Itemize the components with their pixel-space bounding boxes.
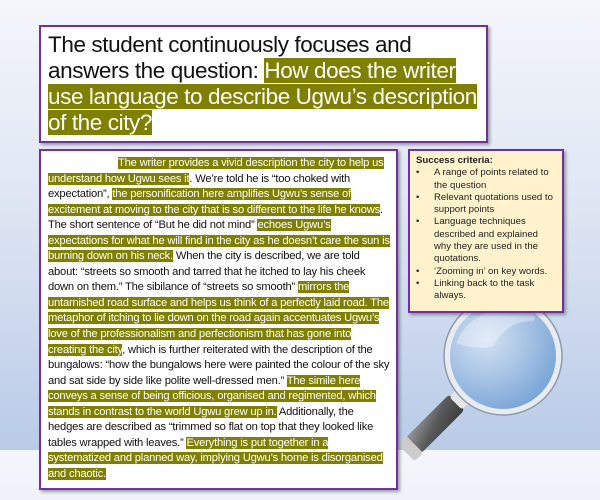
criteria-item: • Language techniques described and explained why they are used in the quotations. <box>416 216 556 265</box>
content-row <box>39 149 564 490</box>
highlighted-analysis: echoes Ugwu’s expectations for what he will find in the city as he doesn’t care the sun is burning down on his neck. <box>48 219 390 263</box>
magnifying-glass-icon <box>398 291 568 461</box>
essay-text: . The short sentence of “But he did not mind” <box>48 203 383 232</box>
highlighted-analysis: the personification here amplifies Ugwu’s sense of excitement at moving to the city that is so different to the life he knows <box>48 188 380 216</box>
essay-text: . We’re told he is “too choked with expectation”, <box>48 172 351 201</box>
essay-text: Additionally, the hedges are described as “trimmed so flat on top that they looked like tables wrapped with leaves.” <box>48 405 374 449</box>
right-column <box>408 149 564 461</box>
criteria-item: • Linking back to the task always. <box>416 278 556 303</box>
essay-text-box <box>39 149 398 490</box>
highlighted-analysis: Everything is put together in a systematized and planned way, implying Ugwu’s home is disorganised and chaotic. <box>48 436 383 480</box>
highlighted-analysis: The simile here conveys a sense of being officious, organised and regimented, which stands in contrast to the world Ugwu grew up in. <box>48 374 376 418</box>
title-question: How does the writer use language to describe Ugwu’s description of the city? <box>48 58 477 135</box>
question-title-box <box>39 25 488 143</box>
essay-text: When the city is described, we are told about: “streets so smooth and tarred that he itched to lay his cheek down on them.” The sibilance of “streets so smooth” <box>48 250 366 294</box>
criteria-heading: Success criteria: <box>416 155 493 166</box>
essay-segments <box>48 157 390 480</box>
criteria-list <box>416 167 556 302</box>
criteria-item: • A range of points related to the question <box>416 167 556 192</box>
criteria-item: • ‘Zooming in’ on key words. <box>416 266 556 278</box>
essay-text: , which is further reiterated with the description of the bungalows: “how the bungalows here were painted the colour of the sky and sat side by side like polite well-dressed men.” <box>48 343 390 387</box>
criteria-item: • Relevant quotations used to support points <box>416 192 556 217</box>
slide-layout <box>39 25 564 500</box>
success-criteria-box <box>408 149 564 313</box>
highlighted-analysis: mirrors the untarnished road surface and helps us think of a perfectly laid road. The metaphor of itching to lie down on the road again accentuates Ugwu’s love of the professionalism and perfectionism that has gone into creating the city <box>48 281 389 356</box>
highlighted-analysis: The writer provides a vivid description the city to help us understand how Ugwu sees it <box>48 157 384 185</box>
title-plain: The student continuously focuses and answers the question: <box>48 32 412 83</box>
